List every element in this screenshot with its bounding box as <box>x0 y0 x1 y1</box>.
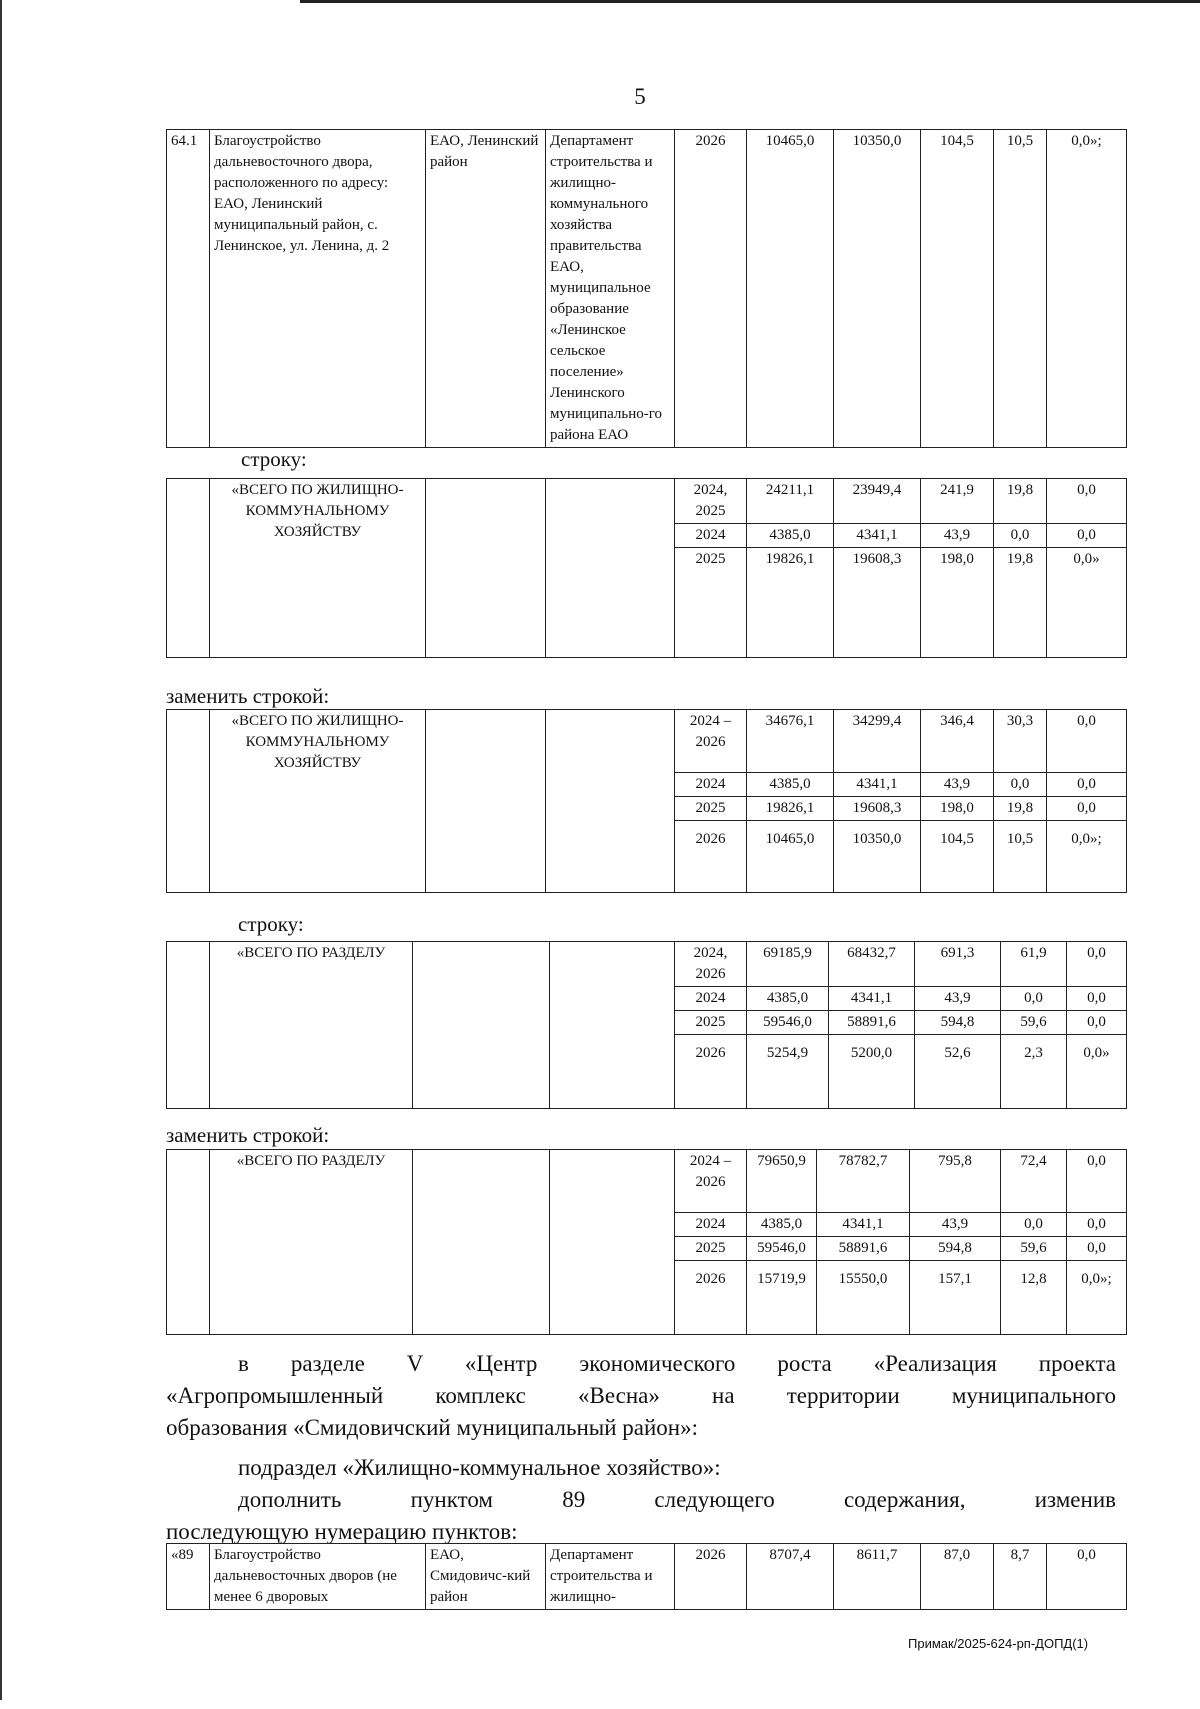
total-amount: 59546,0 <box>747 1237 817 1261</box>
empty-cell <box>675 857 747 893</box>
other-amount: 0,0 <box>1047 479 1127 524</box>
federal-amount: 19608,3 <box>834 797 921 821</box>
regional-amount: 346,4 <box>921 710 994 773</box>
scan-left-border <box>0 0 2 1700</box>
object-name: Благоустройство дальневосточного двора, расположенного по адресу: ЕАО, Ленинский муниципальный район, с. Ленинское, ул. Ленина, д. 2 <box>210 130 426 448</box>
table-total-section-new <box>166 1149 1127 1335</box>
paragraph-line: подраздел «Жилищно-коммунальное хозяйство»: <box>238 1455 721 1480</box>
year: 2024 <box>675 987 747 1011</box>
empty-cell <box>675 1297 747 1335</box>
federal-amount: 8611,7 <box>834 1544 921 1610</box>
table-row-64-1 <box>166 129 1127 448</box>
page-number: 5 <box>634 84 646 109</box>
year: 2026 <box>675 1035 747 1071</box>
year: 2025 <box>675 548 747 572</box>
municipal-amount: 72,4 <box>1001 1150 1067 1213</box>
total-amount: 24211,1 <box>747 479 834 524</box>
empty-cell <box>1067 1071 1127 1109</box>
municipal-amount: 61,9 <box>1001 942 1067 987</box>
other-amount: 0,0 <box>1047 1544 1127 1610</box>
paragraph-line: последующую нумерацию пунктов: <box>166 1519 518 1544</box>
federal-amount: 10350,0 <box>834 130 921 448</box>
municipal-amount: 10,5 <box>994 130 1047 448</box>
other-amount: 0,0 <box>1047 524 1127 548</box>
empty-cell <box>167 710 210 893</box>
year: 2025 <box>675 1237 747 1261</box>
total-amount: 10465,0 <box>747 130 834 448</box>
year: 2025 <box>675 1011 747 1035</box>
total-name: «ВСЕГО ПО РАЗДЕЛУ <box>210 1150 413 1335</box>
municipal-amount: 2,3 <box>1001 1035 1067 1071</box>
municipal-amount: 8,7 <box>994 1544 1047 1610</box>
regional-amount: 104,5 <box>921 821 994 857</box>
total-amount: 4385,0 <box>747 1213 817 1237</box>
paragraph-line: дополнить пунктом 89 следующего содержания, изменив <box>238 1487 1116 1512</box>
municipal-amount: 30,3 <box>994 710 1047 773</box>
regional-amount: 87,0 <box>921 1544 994 1610</box>
regional-amount: 241,9 <box>921 479 994 524</box>
scan-top-border <box>300 0 1200 3</box>
year: 2025 <box>675 797 747 821</box>
regional-amount: 594,8 <box>910 1237 1001 1261</box>
other-amount: 0,0 <box>1067 987 1127 1011</box>
year: 2026 <box>675 1544 747 1610</box>
other-amount: 0,0 <box>1047 710 1127 773</box>
other-amount: 0,0 <box>1047 773 1127 797</box>
empty-cell <box>413 1150 550 1335</box>
empty-cell <box>834 572 921 658</box>
total-name: «ВСЕГО ПО ЖИЛИЩНО-КОММУНАЛЬНОМУ ХОЗЯЙСТВУ <box>210 479 426 658</box>
regional-amount: 43,9 <box>921 524 994 548</box>
federal-amount: 15550,0 <box>817 1261 910 1297</box>
total-amount: 10465,0 <box>747 821 834 857</box>
federal-amount: 4341,1 <box>834 524 921 548</box>
empty-cell <box>550 1150 675 1335</box>
empty-cell <box>834 857 921 893</box>
empty-cell <box>817 1297 910 1335</box>
regional-amount: 52,6 <box>915 1035 1001 1071</box>
year: 2024, 2025 <box>675 479 747 524</box>
empty-cell <box>1001 1297 1067 1335</box>
empty-cell <box>675 1071 747 1109</box>
label-stroku: строку: <box>238 912 304 936</box>
empty-cell <box>915 1071 1001 1109</box>
document-footer-code: Примак/2025-624-рп-ДОПД(1) <box>908 1636 1089 1651</box>
other-amount: 0,0 <box>1067 1213 1127 1237</box>
total-amount: 15719,9 <box>747 1261 817 1297</box>
federal-amount: 19608,3 <box>834 548 921 572</box>
empty-cell <box>921 857 994 893</box>
empty-cell <box>1067 1297 1127 1335</box>
federal-amount: 4341,1 <box>834 773 921 797</box>
empty-cell <box>994 857 1047 893</box>
paragraph-section-v <box>166 1348 1116 1444</box>
municipal-amount: 0,0 <box>994 773 1047 797</box>
regional-amount: 43,9 <box>910 1213 1001 1237</box>
regional-amount: 157,1 <box>910 1261 1001 1297</box>
label-stroku: строку: <box>241 447 307 471</box>
location: ЕАО, Ленинский район <box>426 130 546 448</box>
empty-cell <box>1047 857 1127 893</box>
regional-amount: 198,0 <box>921 797 994 821</box>
empty-cell <box>675 572 747 658</box>
executor: Департамент строительства и жилищно- <box>546 1544 675 1610</box>
empty-cell <box>546 710 675 893</box>
federal-amount: 4341,1 <box>817 1213 910 1237</box>
regional-amount: 198,0 <box>921 548 994 572</box>
total-amount: 59546,0 <box>747 1011 829 1035</box>
empty-cell <box>747 857 834 893</box>
federal-amount: 23949,4 <box>834 479 921 524</box>
municipal-amount: 12,8 <box>1001 1261 1067 1297</box>
year: 2026 <box>675 130 747 448</box>
year: 2024 – 2026 <box>675 1150 747 1213</box>
empty-cell <box>747 1297 817 1335</box>
other-amount: 0,0 <box>1067 1150 1127 1213</box>
paragraph-line: в разделе V «Центр экономического роста «Реализация проекта <box>238 1351 1116 1376</box>
federal-amount: 4341,1 <box>829 987 915 1011</box>
empty-cell <box>426 710 546 893</box>
empty-cell <box>413 942 550 1109</box>
federal-amount: 58891,6 <box>829 1011 915 1035</box>
federal-amount: 5200,0 <box>829 1035 915 1071</box>
table-row-89 <box>166 1543 1127 1610</box>
regional-amount: 691,3 <box>915 942 1001 987</box>
total-amount: 4385,0 <box>747 773 834 797</box>
label-replace: заменить строкой: <box>166 684 330 708</box>
year: 2026 <box>675 821 747 857</box>
empty-cell <box>747 572 834 658</box>
total-amount: 8707,4 <box>747 1544 834 1610</box>
empty-cell <box>910 1297 1001 1335</box>
year: 2024 <box>675 1213 747 1237</box>
municipal-amount: 19,8 <box>994 797 1047 821</box>
municipal-amount: 0,0 <box>994 524 1047 548</box>
location: ЕАО, Смидовичс-кий район <box>426 1544 546 1610</box>
municipal-amount: 59,6 <box>1001 1011 1067 1035</box>
executor: Департамент строительства и жилищно-коммунального хозяйства правительства ЕАО, муниципальное образование «Ленинское сельское поселение» Ленинского муниципально-го района ЕАО <box>546 130 675 448</box>
paragraph-subsection <box>166 1452 1116 1484</box>
empty-cell <box>921 572 994 658</box>
federal-amount: 34299,4 <box>834 710 921 773</box>
other-amount: 0,0»; <box>1047 130 1127 448</box>
other-amount: 0,0 <box>1067 1237 1127 1261</box>
total-name: «ВСЕГО ПО РАЗДЕЛУ <box>210 942 413 1109</box>
regional-amount: 594,8 <box>915 1011 1001 1035</box>
municipal-amount: 59,6 <box>1001 1237 1067 1261</box>
total-name: «ВСЕГО ПО ЖИЛИЩНО-КОММУНАЛЬНОМУ ХОЗЯЙСТВУ <box>210 710 426 893</box>
total-amount: 5254,9 <box>747 1035 829 1071</box>
year: 2024 <box>675 524 747 548</box>
federal-amount: 10350,0 <box>834 821 921 857</box>
paragraph-add-item <box>166 1484 1116 1548</box>
table-total-zkh-old <box>166 478 1127 658</box>
other-amount: 0,0»; <box>1047 821 1127 857</box>
row-number: «89 <box>167 1544 210 1610</box>
table-total-section-old <box>166 941 1127 1109</box>
municipal-amount: 19,8 <box>994 548 1047 572</box>
other-amount: 0,0»; <box>1067 1261 1127 1297</box>
year: 2024 <box>675 773 747 797</box>
year: 2026 <box>675 1261 747 1297</box>
paragraph-line: «Агропромышленный комплекс «Весна» на территории муниципального <box>166 1383 1116 1408</box>
empty-cell <box>167 942 210 1109</box>
regional-amount: 43,9 <box>915 987 1001 1011</box>
other-amount: 0,0 <box>1047 797 1127 821</box>
object-name: Благоустройство дальневосточных дворов (не менее 6 дворовых <box>210 1544 426 1610</box>
municipal-amount: 0,0 <box>1001 1213 1067 1237</box>
empty-cell <box>167 1150 210 1335</box>
total-amount: 19826,1 <box>747 548 834 572</box>
municipal-amount: 10,5 <box>994 821 1047 857</box>
other-amount: 0,0 <box>1067 1011 1127 1035</box>
regional-amount: 104,5 <box>921 130 994 448</box>
label-replace: заменить строкой: <box>166 1123 330 1147</box>
empty-cell <box>426 479 546 658</box>
total-amount: 4385,0 <box>747 524 834 548</box>
regional-amount: 43,9 <box>921 773 994 797</box>
empty-cell <box>747 1071 829 1109</box>
empty-cell <box>550 942 675 1109</box>
row-number: 64.1 <box>167 130 210 448</box>
table-total-zkh-new <box>166 709 1127 893</box>
empty-cell <box>994 572 1047 658</box>
total-amount: 69185,9 <box>747 942 829 987</box>
year: 2024 – 2026 <box>675 710 747 773</box>
federal-amount: 78782,7 <box>817 1150 910 1213</box>
municipal-amount: 0,0 <box>1001 987 1067 1011</box>
empty-cell <box>546 479 675 658</box>
federal-amount: 58891,6 <box>817 1237 910 1261</box>
regional-amount: 795,8 <box>910 1150 1001 1213</box>
other-amount: 0,0» <box>1067 1035 1127 1071</box>
other-amount: 0,0 <box>1067 942 1127 987</box>
total-amount: 79650,9 <box>747 1150 817 1213</box>
empty-cell <box>829 1071 915 1109</box>
empty-cell <box>1047 572 1127 658</box>
federal-amount: 68432,7 <box>829 942 915 987</box>
year: 2024, 2026 <box>675 942 747 987</box>
total-amount: 4385,0 <box>747 987 829 1011</box>
municipal-amount: 19,8 <box>994 479 1047 524</box>
total-amount: 19826,1 <box>747 797 834 821</box>
empty-cell <box>1001 1071 1067 1109</box>
other-amount: 0,0» <box>1047 548 1127 572</box>
paragraph-line: образования «Смидовичский муниципальный район»: <box>166 1415 698 1440</box>
total-amount: 34676,1 <box>747 710 834 773</box>
empty-cell <box>167 479 210 658</box>
